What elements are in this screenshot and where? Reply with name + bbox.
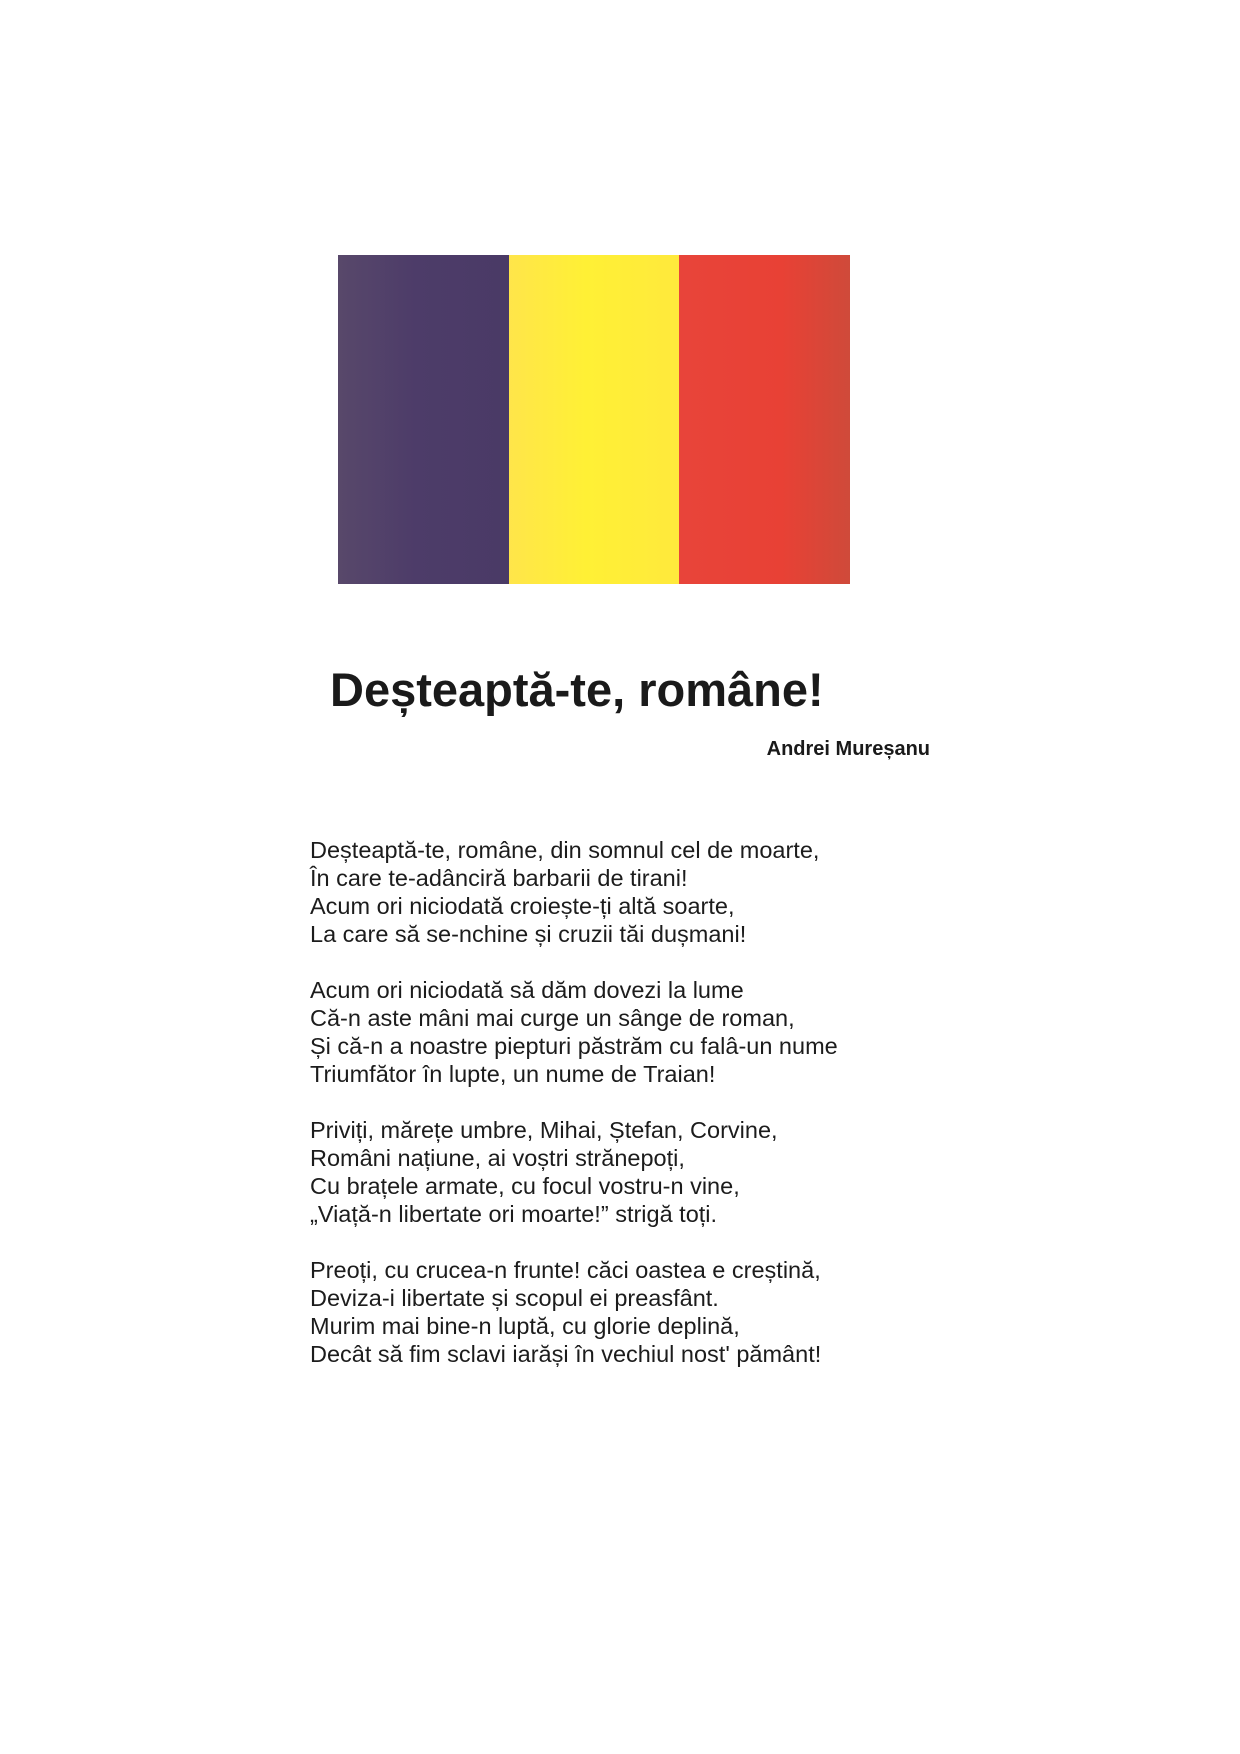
poem-body [310,836,930,1396]
poem-line: Priviți, mărețe umbre, Mihai, Ștefan, Corvine, [310,1117,778,1143]
poem-line: Decât să fim sclavi iarăși în vechiul nost' pământ! [310,1341,822,1367]
poem-line: Acum ori niciodată să dăm dovezi la lume [310,977,744,1003]
poem-author: Andrei Mureșanu [766,738,930,760]
stanza [310,836,930,948]
poem-line: Deviza-i libertate și scopul ei preasfânt. [310,1285,719,1311]
flag-stripe-yellow [509,255,680,584]
poem-line: Preoți, cu crucea-n frunte! căci oastea e creștină, [310,1257,821,1283]
poem-line: Că-n aste mâni mai curge un sânge de roman, [310,1005,795,1031]
romanian-flag [338,255,850,584]
poem-line: În care te-adânciră barbarii de tirani! [310,865,688,891]
poem-title: Deșteaptă-te, române! [330,663,824,716]
flag-stripe-red [679,255,850,584]
stanza [310,976,930,1088]
poem-line: Deșteaptă-te, române, din somnul cel de moarte, [310,837,820,863]
poem-line: Cu brațele armate, cu focul vostru-n vine, [310,1173,740,1199]
poem-line: La care să se-nchine și cruzii tăi dușmani! [310,921,747,947]
poem-line: Și că-n a noastre piepturi păstrăm cu falâ-un nume [310,1033,838,1059]
flag-stripe-blue [338,255,509,584]
poem-line: „Viață-n libertate ori moarte!” strigă toți. [310,1201,718,1227]
stanza [310,1256,930,1368]
stanza [310,1116,930,1228]
poem-line: Triumfător în lupte, un nume de Traian! [310,1061,716,1087]
poem-line: Acum ori niciodată croiește-ți altă soarte, [310,893,735,919]
poem-line: Murim mai bine-n luptă, cu glorie deplină, [310,1313,740,1339]
poem-line: Români națiune, ai voștri strănepoți, [310,1145,685,1171]
